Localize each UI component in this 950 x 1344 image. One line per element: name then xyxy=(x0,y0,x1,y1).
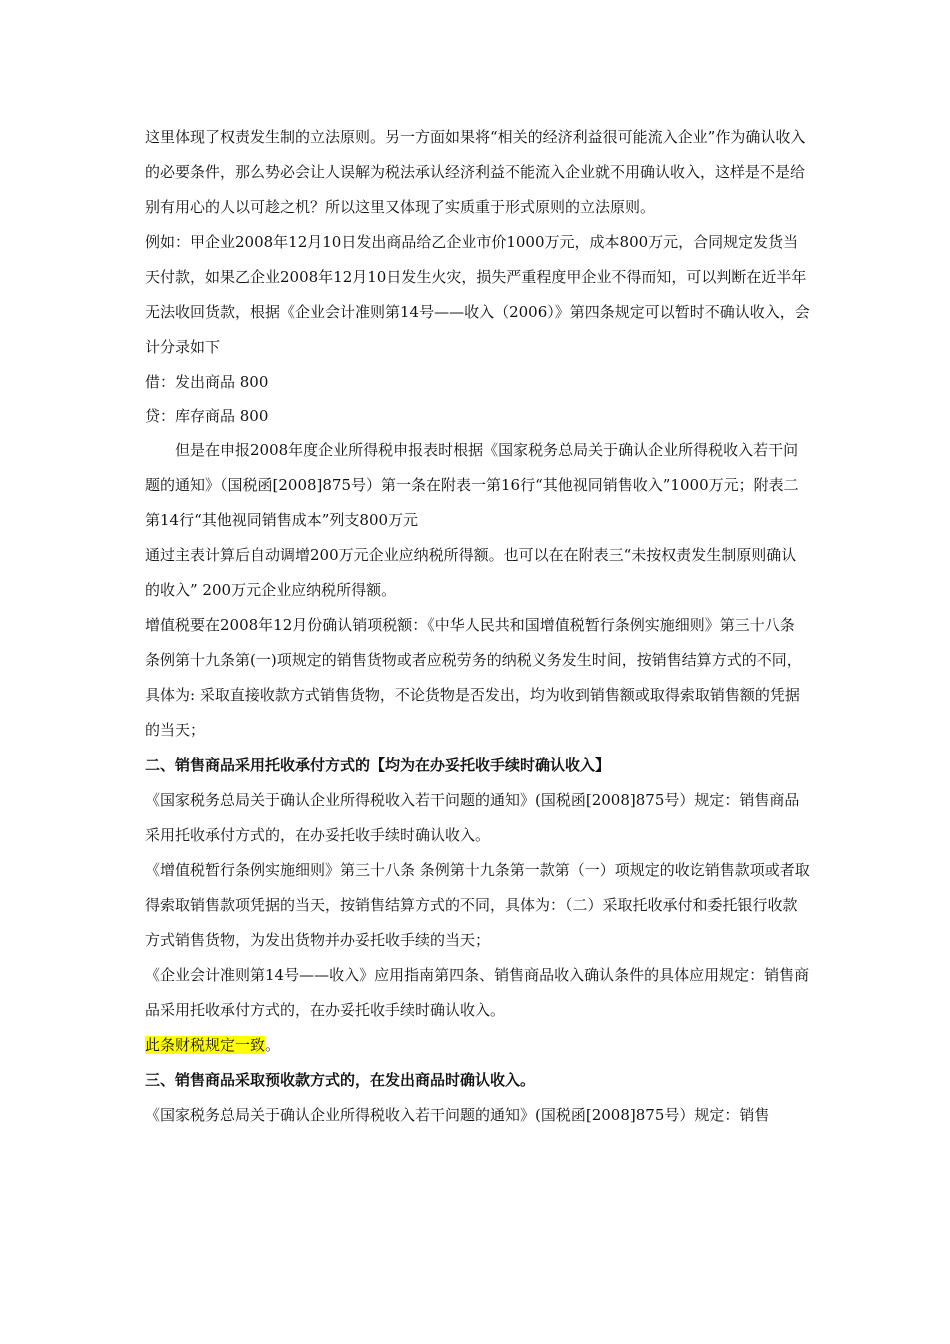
section-heading-3: 三、销售商品采取预收款方式的，在发出商品时确认收入。 xyxy=(145,1071,536,1089)
paragraph-vat: 增值税要在2008年12月份确认销项税额：《中华人民共和国增值税暂行条例实施细则》第三十八条 条例第十九条第(一)项规定的销售货物或者应税劳务的纳税义务发生时间，按销售结算方式的不同，具体为: 采取直接收款方式销售货物，不论货物是否发出，均为收到销售额或取得索取销售额的凭据的当天； xyxy=(145,616,810,739)
paragraph-notice-875-continued: 《国家税务总局关于确认企业所得税收入若干问题的通知》(国税函[2008]875号）规定：销售 xyxy=(145,1106,770,1124)
paragraph-accounting-standard: 《企业会计准则第14号——收入》应用指南第四条、销售商品收入确认条件的具体应用规定：销售商品采用托收承付方式的，在办妥托收手续时确认收入。 xyxy=(145,966,810,1019)
journal-entry-credit: 贷：库存商品 800 xyxy=(145,407,269,425)
paragraph-notice-875: 《国家税务总局关于确认企业所得税收入若干问题的通知》(国税函[2008]875号）规定：销售商品采用托收承付方式的，在办妥托收手续时确认收入。 xyxy=(145,791,800,844)
paragraph-consistency xyxy=(145,1028,810,1063)
paragraph-tax-filing: 但是在申报2008年度企业所得税申报表时根据《国家税务总局关于确认企业所得税收入若干问题的通知》（国税函[2008]875号）第一条在附表一第16行“其他视同销售收入”1000万元；附表二第14行“其他视同销售成本”列支800万元 xyxy=(145,441,799,529)
paragraph-accrual-principle: 这里体现了权责发生制的立法原则。另一方面如果将“相关的经济利益很可能流入企业”作为确认收入的必要条件，那么势必会让人误解为税法承认经济利益不能流入企业就不用确认收入，这样是不是给别有用心的人以可趁之机？所以这里又体现了实质重于形式原则的立法原则。 xyxy=(145,128,806,216)
paragraph-example: 例如：甲企业2008年12月10日发出商品给乙企业市价1000万元，成本800万元，合同规定发货当天付款，如果乙企业2008年12月10日发生火灾，损失严重程度甲企业不得而知，可以判断在近半年无法收回货款，根据《企业会计准则第14号——收入（2006）》第四条规定可以暂时不确认收入，会计分录如下 xyxy=(145,233,810,356)
paragraph-adjustment: 通过主表计算后自动调增200万元企业应纳税所得额。也可以在在附表三“未按权责发生制原则确认的收入” 200万元企业应纳税所得额。 xyxy=(145,546,797,599)
highlighted-text: 此条财税规定一致 xyxy=(145,1036,266,1054)
journal-entry-debit: 借：发出商品 800 xyxy=(145,373,269,391)
highlight-tail: 。 xyxy=(265,1036,281,1054)
document-body xyxy=(145,120,810,1133)
paragraph-vat-rules: 《增值税暂行条例实施细则》第三十八条 条例第十九条第一款第（一）项规定的收讫销售款项或者取得索取销售款项凭据的当天，按销售结算方式的不同，具体为：（二）采取托收承付和委托银行收款方式销售货物，为发出货物并办妥托收手续的当天； xyxy=(145,861,810,949)
section-heading-2: 二、销售商品采用托收承付方式的【均为在办妥托收手续时确认收入】 xyxy=(145,756,611,774)
